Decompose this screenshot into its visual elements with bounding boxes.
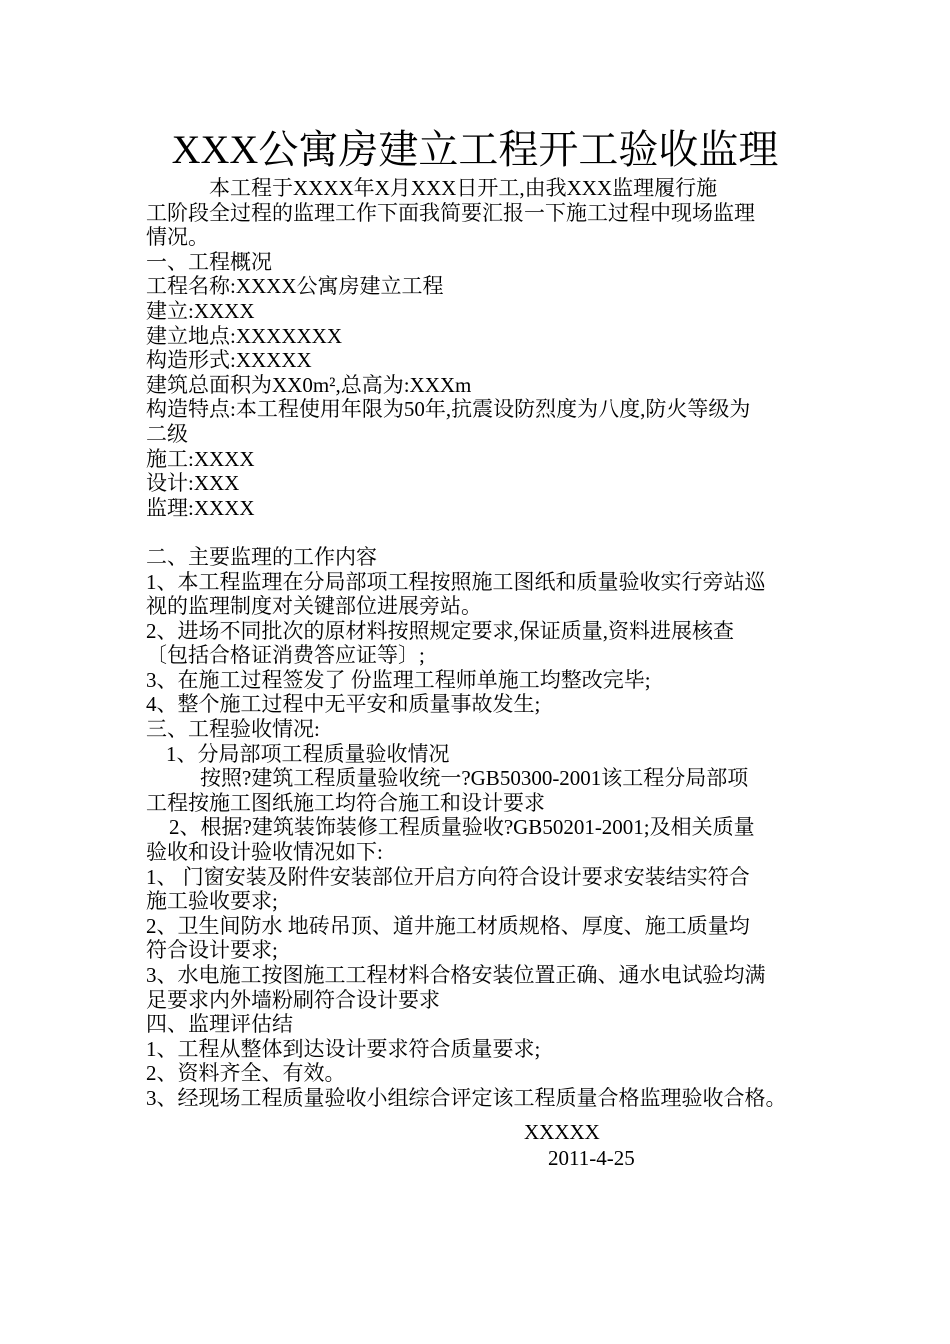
section2-heading: 二、主要监理的工作内容 xyxy=(146,544,377,569)
evaluation-line: 3、经现场工程质量验收小组综合评定该工程质量合格监理验收合格。 xyxy=(146,1085,787,1110)
acceptance-item: 2、卫生间防水 地砖吊顶、道井施工材质规格、厚度、施工质量均 xyxy=(146,913,750,938)
intro-line: 情况。 xyxy=(146,225,209,250)
blank-line xyxy=(146,520,810,545)
acceptance-line: 验收和设计验收情况如下: xyxy=(146,840,383,865)
overview-line: 设计:XXX xyxy=(146,471,240,496)
overview-line: 构造特点:本工程使用年限为50年,抗震设防烈度为八度,防火等级为 xyxy=(146,397,751,422)
acceptance-item: 1、 门窗安装及附件安装部位开启方向符合设计要求安装结实符合 xyxy=(146,864,750,889)
acceptance-item: 施工验收要求; xyxy=(146,889,278,914)
intro-line: 工阶段全过程的监理工作下面我简要汇报一下施工过程中现场监理 xyxy=(146,200,755,225)
work-line: 4、整个施工过程中无平安和质量事故发生; xyxy=(146,692,541,717)
document-title: XXX公寓房建立工程开工验收监理 xyxy=(171,127,779,172)
acceptance-item: 3、水电施工按图施工工程材料合格安装位置正确、通水电试验均满 xyxy=(146,963,766,987)
section3-heading: 三、工程验收情况: xyxy=(146,717,320,742)
overview-line: 工程名称:XXXX公寓房建立工程 xyxy=(146,274,444,299)
acceptance-line: 按照?建筑工程质量验收统一?GB50300-2001该工程分局部项 xyxy=(200,766,749,791)
acceptance-subheading: 2、根据?建筑装饰装修工程质量验收?GB50201-2001;及相关质量 xyxy=(169,815,755,840)
signature-name: XXXXX xyxy=(524,1120,600,1144)
acceptance-subheading: 1、分局部项工程质量验收情况 xyxy=(166,741,450,766)
acceptance-item: 符合设计要求; xyxy=(146,938,278,963)
overview-line: 建筑总面积为XX0m²,总高为:XXXm xyxy=(146,372,472,397)
work-line: 1、本工程监理在分局部项工程按照施工图纸和质量验收实行旁站巡 xyxy=(146,569,766,594)
overview-line: 监理:XXXX xyxy=(146,495,255,520)
overview-line: 二级 xyxy=(146,421,188,446)
overview-line: 建立地点:XXXXXXX xyxy=(146,323,342,348)
overview-line: 施工:XXXX xyxy=(146,446,255,471)
work-line: 2、进场不同批次的原材料按照规定要求,保证质量,资料进展核查 xyxy=(146,618,734,643)
document-body xyxy=(146,176,810,1111)
section4-heading: 四、监理评估结 xyxy=(146,1012,293,1037)
evaluation-line: 2、资料齐全、有效。 xyxy=(146,1061,346,1086)
overview-line: 构造形式:XXXXX xyxy=(146,348,312,373)
intro-line: 本工程于XXXX年X月XXX日开工,由我XXX监理履行施 xyxy=(209,176,718,200)
section1-heading: 一、工程概况 xyxy=(146,249,272,274)
evaluation-line: 1、工程从整体到达设计要求符合质量要求; xyxy=(146,1036,541,1061)
overview-line: 建立:XXXX xyxy=(146,298,255,323)
work-line: 3、在施工过程签发了 份监理工程师单施工均整改完毕; xyxy=(146,667,651,692)
signature-date: 2011-4-25 xyxy=(548,1146,635,1170)
work-line: 〔包括合格证消费答应证等〕; xyxy=(146,643,425,668)
acceptance-item: 足要求内外墙粉刷符合设计要求 xyxy=(146,987,440,1012)
work-line: 视的监理制度对关键部位进展旁站。 xyxy=(146,594,482,619)
acceptance-line: 工程按施工图纸施工均符合施工和设计要求 xyxy=(146,790,545,815)
